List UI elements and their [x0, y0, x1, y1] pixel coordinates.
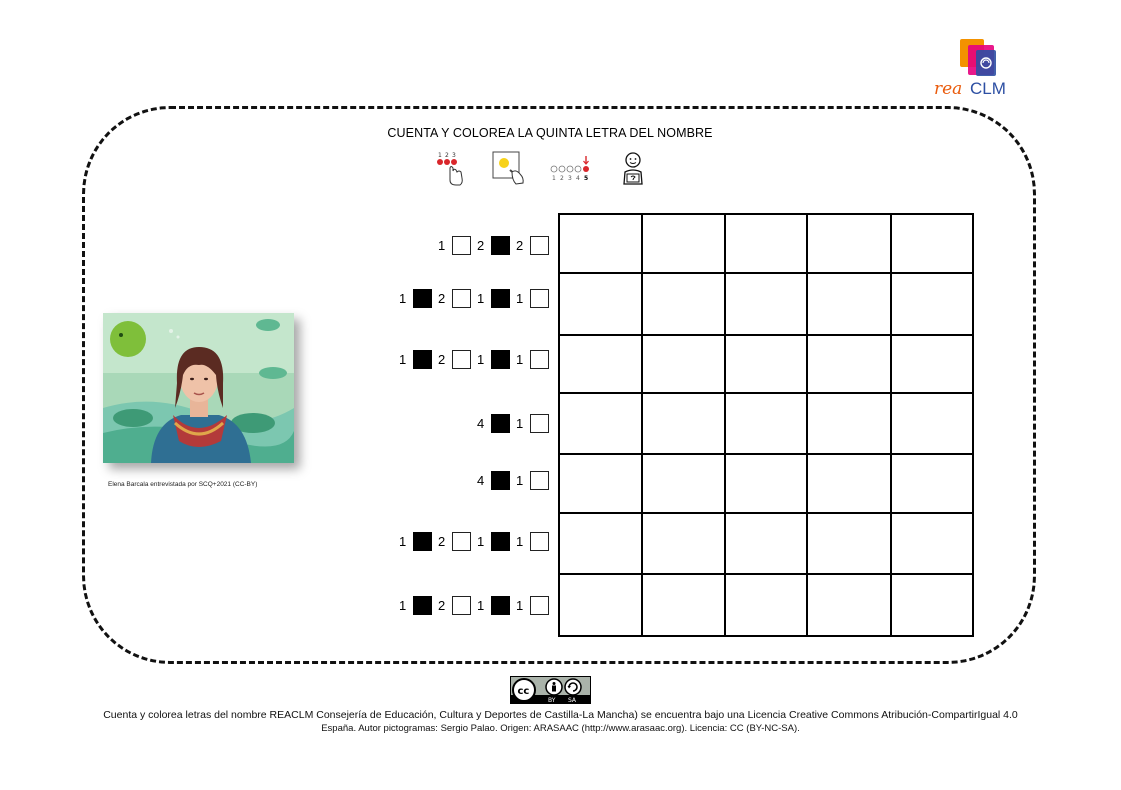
clue-box-empty[interactable] [452, 596, 471, 615]
clue-number: 1 [477, 534, 485, 549]
clue-number: 2 [438, 598, 446, 613]
clue-number: 2 [438, 352, 446, 367]
clue-box-filled [491, 596, 510, 615]
grid-line [641, 215, 643, 635]
grid-line [890, 215, 892, 635]
count-fingers-icon [432, 150, 468, 186]
clue-box-filled [491, 414, 510, 433]
clue-number: 1 [516, 534, 524, 549]
clue-box-empty[interactable] [452, 289, 471, 308]
clue-box-filled [491, 532, 510, 551]
svg-text:cc: cc [517, 686, 530, 697]
share-alike-icon [565, 679, 581, 695]
fifth-digit: 4 [576, 175, 580, 182]
license-text-line2: España. Autor pictogramas: Sergio Palao. Origen: ARASAAC (http://www.arasaac.org). Licencia: CC (BY-NC-SA). [321, 723, 800, 734]
clue-number: 1 [477, 598, 485, 613]
worksheet-title: CUENTA Y COLOREA LA QUINTA LETRA DEL NOMBRE [387, 126, 713, 140]
clue-number: 1 [438, 238, 446, 253]
cc-license-badge[interactable] [510, 676, 591, 704]
badge-label-sa: SA [568, 697, 577, 703]
clue-number: 4 [477, 416, 485, 431]
clue-number: 2 [438, 534, 446, 549]
clue-box-empty[interactable] [530, 289, 549, 308]
count-digit: 2 [445, 152, 449, 159]
logo-text-clm: CLM [970, 79, 1006, 98]
grid-line [560, 392, 972, 394]
clue-number: 1 [477, 291, 485, 306]
grid-line [560, 334, 972, 336]
grid-line [806, 215, 808, 635]
clue-box-empty[interactable] [452, 532, 471, 551]
clue-box-filled [413, 532, 432, 551]
clue-box-empty[interactable] [530, 596, 549, 615]
clue-number: 1 [516, 416, 524, 431]
clue-box-filled [413, 289, 432, 308]
fifth-position-icon [548, 150, 592, 186]
photo-caption: Elena Barcala entrevistada por SCQ+2021 (CC-BY) [108, 481, 258, 488]
fifth-digit: 3 [568, 175, 572, 182]
clue-box-filled [413, 596, 432, 615]
clue-box-empty[interactable] [530, 414, 549, 433]
badge-label-by: BY [548, 697, 556, 703]
color-pencil-icon [490, 150, 530, 186]
clue-number: 1 [399, 598, 407, 613]
clue-box-empty[interactable] [452, 350, 471, 369]
reaclm-logo [932, 34, 1027, 100]
clue-box-filled [491, 236, 510, 255]
clue-number: 2 [438, 291, 446, 306]
clue-number: 1 [399, 534, 407, 549]
woman-portrait-icon [103, 313, 294, 463]
grid-line [560, 573, 972, 575]
logo-text-rea: rea [934, 79, 963, 99]
clue-number: 4 [477, 473, 485, 488]
clue-box-empty[interactable] [530, 532, 549, 551]
clue-box-empty[interactable] [530, 471, 549, 490]
clue-number: 1 [477, 352, 485, 367]
grid-line [724, 215, 726, 635]
clue-box-empty[interactable] [530, 350, 549, 369]
clue-number: 1 [399, 291, 407, 306]
license-text-line1: Cuenta y colorea letras del nombre REACLM Consejería de Educación, Cultura y Deportes de Castilla-La Mancha) se encuentra bajo una Licencia Creative Commons Atribución-CompartirIgual 4.0 [103, 709, 1018, 721]
fifth-digit: 2 [560, 175, 564, 182]
clue-number: 2 [516, 238, 524, 253]
clue-box-filled [491, 289, 510, 308]
clue-box-empty[interactable] [530, 236, 549, 255]
clue-number: 1 [516, 291, 524, 306]
clue-box-filled [413, 350, 432, 369]
clue-box-empty[interactable] [452, 236, 471, 255]
grid-line [560, 272, 972, 274]
nonogram-grid[interactable] [558, 213, 974, 637]
clue-box-filled [491, 471, 510, 490]
fifth-digit: 1 [552, 175, 556, 182]
interview-photo [103, 313, 294, 463]
count-digit: 3 [452, 152, 456, 159]
count-digit: 1 [438, 152, 442, 159]
clue-number: 1 [516, 598, 524, 613]
clue-number: 1 [399, 352, 407, 367]
grid-line [560, 453, 972, 455]
fifth-digit: 5 [584, 175, 589, 182]
clue-number: 1 [516, 473, 524, 488]
clue-number: 1 [516, 352, 524, 367]
clue-box-filled [491, 350, 510, 369]
reaclm-logo-icon [932, 34, 1027, 100]
grid-line [560, 512, 972, 514]
name-badge-icon [618, 150, 648, 186]
clue-number: 2 [477, 238, 485, 253]
